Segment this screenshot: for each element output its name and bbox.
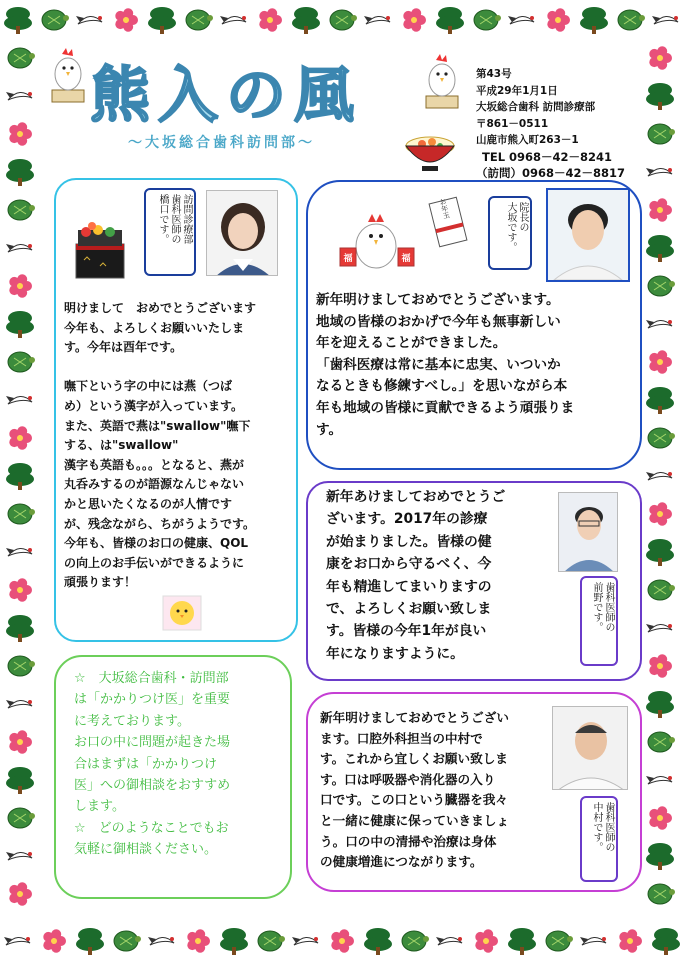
caption-nakamura: 歯科医師の 中村です。 — [580, 796, 618, 882]
turtle-icon — [330, 10, 357, 30]
rooster-icon — [422, 50, 462, 112]
turtle-icon — [258, 931, 285, 951]
crane-icon — [6, 244, 32, 252]
pine-icon — [646, 83, 674, 110]
crane-icon — [6, 396, 32, 404]
crane-icon — [4, 937, 30, 945]
pine-icon — [6, 159, 34, 186]
visit-telephone: （訪問）0968－42－8817 — [476, 166, 626, 180]
plum-icon — [9, 578, 32, 601]
turtle-icon — [648, 428, 675, 448]
article-hashiguchi-text: 明けまして おめでとうございます 今年も、よろしくお願いいたしま す。今年は酉年です。 嘸下という字の中には燕（つば め）という漢字が入っています。 また、英語で燕は"swallow"嘸下 する、は"swallow" 漢字も英語も。。。となると、燕が 丸呑みするのが語源なんじゃない かと思いたくなるのが人情です が、残念ながら、ちがうようです。 今年も、皆様のお口の健康、QOL の向上のお手伝いができるように 頑張ります！ — [64, 301, 257, 590]
crane-icon — [292, 937, 318, 945]
pine-icon — [646, 539, 674, 566]
plum-icon — [649, 502, 672, 525]
pine-icon — [652, 928, 680, 955]
article-osaka-text: 新年明けましておめでとうございます。 地域の皆様のおかげで今年も無事新しい 年を迎えることができました。 「歯科医療は常に基本に忠実、いついか なるときも修練すべし。」を思いながら本 年も地域の皆様に貢献できるよう頑張りま す。 — [316, 292, 575, 438]
crane-icon — [646, 472, 672, 480]
portrait-icon — [559, 493, 618, 572]
caption-osaka: 院長の 大坂です。 — [488, 196, 532, 270]
plum-icon — [649, 806, 672, 829]
plum-icon — [9, 882, 32, 905]
pine-icon — [508, 928, 536, 955]
photo-maeno — [558, 492, 618, 572]
plum-icon — [9, 426, 32, 449]
turtle-icon — [42, 10, 69, 30]
crane-icon — [6, 852, 32, 860]
plum-icon — [649, 46, 672, 69]
pine-icon — [6, 615, 34, 642]
issue-info — [476, 66, 625, 182]
turtle-icon — [618, 10, 645, 30]
pine-icon — [580, 7, 608, 34]
pine-icon — [6, 767, 34, 794]
plum-icon — [43, 929, 66, 952]
crane-icon — [6, 700, 32, 708]
turtle-icon — [114, 931, 141, 951]
telephone: TEL 0968－42－8241 — [482, 149, 613, 164]
rice-bowl-icon — [402, 128, 458, 174]
turtle-icon — [648, 732, 675, 752]
plum-icon — [649, 654, 672, 677]
plum-icon — [259, 8, 282, 31]
plum-icon — [403, 8, 426, 31]
turtle-icon — [8, 808, 35, 828]
plum-icon — [9, 730, 32, 753]
pine-icon — [646, 387, 674, 414]
plum-icon — [115, 8, 138, 31]
photo-hashiguchi — [206, 190, 278, 276]
pine-icon — [220, 928, 248, 955]
turtle-icon — [648, 276, 675, 296]
plum-icon — [649, 350, 672, 373]
envelope-text: お年玉 — [438, 197, 452, 220]
pine-icon — [6, 311, 34, 338]
chick-icon — [162, 595, 202, 631]
caption-maeno: 歯科医師の 前野です。 — [580, 576, 618, 666]
crane-icon — [508, 16, 534, 24]
pine-icon — [148, 7, 176, 34]
turtle-icon — [648, 580, 675, 600]
turtle-icon — [648, 884, 675, 904]
turtle-icon — [8, 352, 35, 372]
crane-icon — [646, 168, 672, 176]
plum-icon — [475, 929, 498, 952]
portrait-icon — [207, 191, 278, 276]
photo-nakamura — [552, 706, 628, 790]
otoshidama-envelope-icon — [424, 196, 472, 248]
masthead-subtitle: ～大坂総合歯科訪問部～ — [128, 135, 315, 151]
turtle-icon — [8, 200, 35, 220]
crane-icon — [646, 776, 672, 784]
pine-icon — [76, 928, 104, 955]
turtle-icon — [8, 656, 35, 676]
turtle-icon — [648, 124, 675, 144]
pine-icon — [6, 463, 34, 490]
turtle-icon — [474, 10, 501, 30]
turtle-icon — [186, 10, 213, 30]
turtle-icon — [402, 931, 429, 951]
osechi-box-icon — [70, 218, 130, 282]
pine-icon — [4, 7, 32, 34]
pine-icon — [436, 7, 464, 34]
fortune-bag-left-text: 福 — [343, 254, 353, 264]
postal-code: 〒861－0511 — [476, 117, 549, 130]
address: 山鹿市熊入町263－1 — [476, 134, 579, 146]
turtle-icon — [8, 504, 35, 524]
plum-icon — [649, 198, 672, 221]
pine-icon — [646, 691, 674, 718]
pine-icon — [646, 235, 674, 262]
plum-icon — [9, 122, 32, 145]
portrait-icon — [548, 190, 628, 280]
issue-date: 平成29年1月1日 — [476, 84, 558, 97]
caption-hashiguchi: 訪問診療部 歯科医師の 橋口です。 — [144, 188, 196, 276]
pine-icon — [292, 7, 320, 34]
plum-icon — [187, 929, 210, 952]
plum-icon — [9, 274, 32, 297]
pine-icon — [646, 843, 674, 870]
article-maeno-text: 新年あけましておめでとうご ざいます。2017年の診療 が始まりました。皆様の健 康をお口から守るべく、今 年も精進してまいりますの で、よろしくお願い致しま す。皆様の今年1年が良い 年になりますように。 — [326, 489, 506, 662]
turtle-icon — [8, 48, 35, 68]
masthead-title — [82, 52, 412, 130]
crane-icon — [6, 92, 32, 100]
masthead-title-text: 熊入の風 — [90, 61, 362, 130]
clinic-name: 大坂総合歯科 訪問診療部 — [476, 101, 596, 113]
plum-icon — [331, 929, 354, 952]
crane-icon — [148, 937, 174, 945]
portrait-icon — [553, 707, 628, 790]
crane-icon — [646, 624, 672, 632]
plum-icon — [547, 8, 570, 31]
crane-icon — [76, 16, 102, 24]
rooster-icon — [48, 44, 88, 106]
issue-number: 第43号 — [476, 68, 512, 80]
article-nakamura-text: 新年明けましておめでとうござい ます。口腔外科担当の中村で す。これから宜しくお願い致しま す。口は呼吸器や消化器の入り 口です。この口という臓器を我々 と一緒に健康に保っていきましょ う。口の中の清掃や治療は身体 の健康増進につながります。 — [320, 710, 509, 870]
crane-icon — [652, 16, 678, 24]
crane-icon — [646, 320, 672, 328]
crane-icon — [220, 16, 246, 24]
notice-text: ☆ 大坂総合歯科・訪問部 は「かかりつけ医」を重要 に考えております。 お口の中に問題が起きた場 合はまずは「かかりつけ 医」への御相談をおすすめ します。 ☆ どのようなことでもお 気軽に御相談ください。 — [74, 671, 231, 858]
photo-osaka — [546, 188, 630, 282]
rooster-mascot-icon — [338, 204, 416, 276]
pine-icon — [364, 928, 392, 955]
plum-icon — [619, 929, 642, 952]
turtle-icon — [546, 931, 573, 951]
crane-icon — [6, 548, 32, 556]
fortune-bag-right-text: 福 — [401, 254, 411, 264]
crane-icon — [364, 16, 390, 24]
crane-icon — [580, 937, 606, 945]
crane-icon — [436, 937, 462, 945]
